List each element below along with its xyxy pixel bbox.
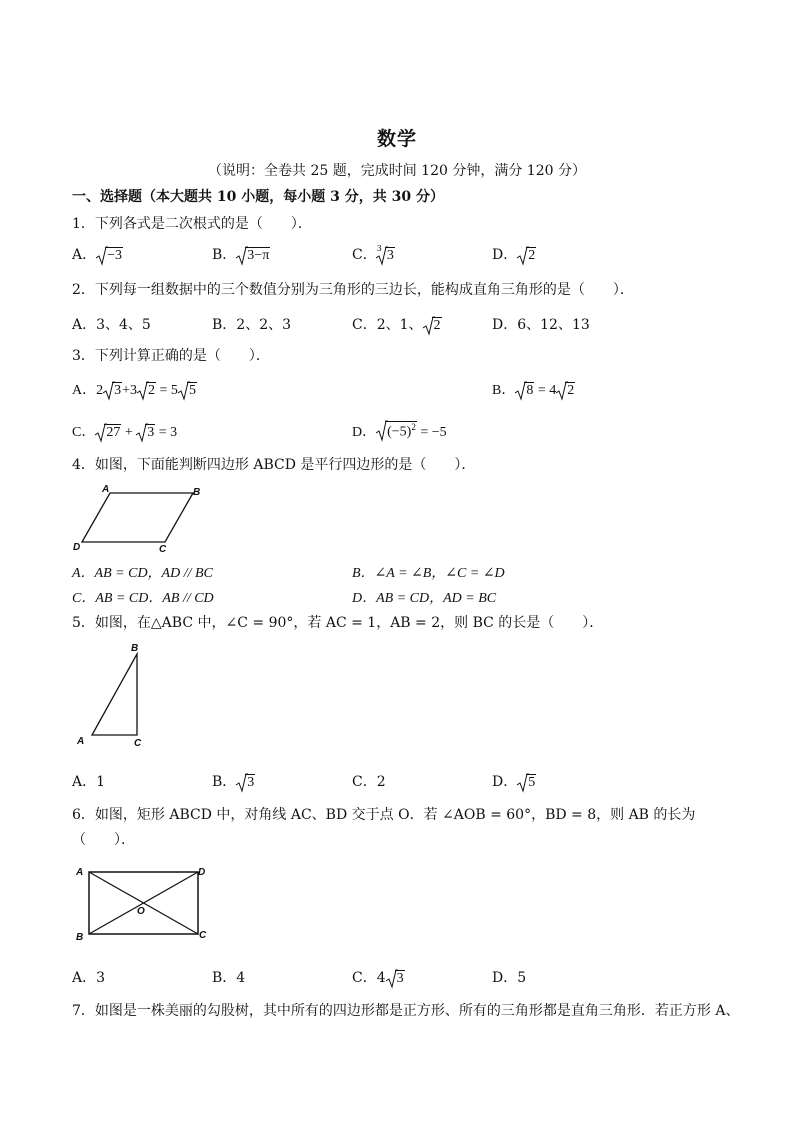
q1-option-d: D． 2 — [492, 247, 536, 263]
q6-option-b: B．4 — [212, 970, 246, 986]
q5-option-a: A．1 — [72, 774, 106, 790]
q3-option-b: B． 8 = 4 2 — [492, 383, 575, 398]
q5-stem: 5．如图，在△ABC 中，∠C = 90°，若 AC = 1，AB = 2，则 BC 的长是（ ）． — [72, 615, 604, 631]
rectangle-figure — [72, 860, 212, 946]
q2-stem: 2．下列每一组数据中的三个数值分别为三角形的三边长，能构成直角三角形的是（ ）． — [72, 282, 634, 298]
q6-option-a: A．3 — [72, 970, 106, 986]
svg-text:O: O — [137, 906, 145, 917]
q7-stem: 7．如图是一株美丽的勾股树，其中所有的四边形都是正方形、所有的三角形都是直角三角形．若正方形 A、 — [72, 1003, 740, 1019]
q6-option-c: C．4 3 — [352, 970, 404, 986]
svg-text:A: A — [77, 736, 85, 747]
svg-text:C: C — [134, 738, 142, 749]
q3-option-d: D． $(-5)^2 = -5$ — [352, 422, 447, 440]
svg-text:C: C — [159, 544, 167, 554]
q3-stem: 3．下列计算正确的是（ ）． — [72, 348, 270, 364]
radical: −3 — [96, 247, 123, 264]
svg-text:B: B — [193, 487, 201, 498]
q4-option-d: D．AB = CD，AD = BC — [352, 591, 497, 606]
q4-option-c: C．AB = CD．AB // CD — [72, 591, 214, 606]
q2-option-a: A．3、4、5 — [72, 317, 151, 333]
q4-stem: 4．如图，下面能判断四边形 ABCD 是平行四边形的是（ ）． — [72, 457, 476, 473]
q1-option-a: A． −3 — [72, 247, 123, 263]
radical: 3−π — [236, 247, 270, 264]
q1-option-b: B． 3−π — [212, 247, 270, 263]
q5-option-c: C．2 — [352, 774, 386, 790]
svg-text:B: B — [131, 643, 139, 654]
q2-option-c: C．2、1、 2 — [352, 317, 441, 333]
q4-option-b: B．∠A = ∠B，∠C = ∠D — [352, 566, 505, 581]
q2-option-b: B．2、2、3 — [212, 317, 292, 333]
svg-text:C: C — [199, 930, 207, 941]
radical: 2 — [423, 317, 442, 334]
q4-option-a: A．AB = CD，AD // BC — [72, 566, 213, 581]
q3-option-c: C． 27 + 3 = 3 — [72, 425, 178, 440]
svg-text:D: D — [73, 542, 81, 553]
radical: 3 — [376, 247, 395, 264]
q5-option-d: D． 5 — [492, 774, 536, 790]
svg-text:A: A — [102, 484, 110, 495]
q1-stem: 1．下列各式是二次根式的是（ ）． — [72, 216, 312, 232]
q5-option-b: B． 3 — [212, 774, 255, 790]
page-title: 数学 — [376, 128, 417, 150]
svg-text:B: B — [76, 932, 84, 943]
q2-option-d: D．6、12、13 — [492, 317, 590, 333]
section-heading: 一、选择题（本大题共 10 小题，每小题 3 分，共 30 分） — [72, 189, 444, 205]
q6-option-d: D．5 — [492, 970, 527, 986]
q6-stem-continued: （ ）． — [72, 832, 135, 848]
parallelogram-figure — [70, 482, 210, 554]
radical: 2 — [517, 247, 536, 264]
q3-option-a: A．2 3+3 2 = 5 5 — [72, 383, 196, 398]
right-triangle-figure — [72, 640, 162, 752]
q6-stem: 6．如图，矩形 ABCD 中，对角线 AC、BD 交于点 O．若 ∠AOB = 60°，BD = 8，则 AB 的长为 — [72, 807, 696, 823]
svg-text:A: A — [76, 867, 84, 878]
exam-note: （说明：全卷共 25 题，完成时间 120 分钟，满分 120 分） — [208, 163, 586, 179]
q1-option-c: C．$^3$ 3 — [352, 244, 394, 263]
svg-text:D: D — [198, 867, 206, 878]
